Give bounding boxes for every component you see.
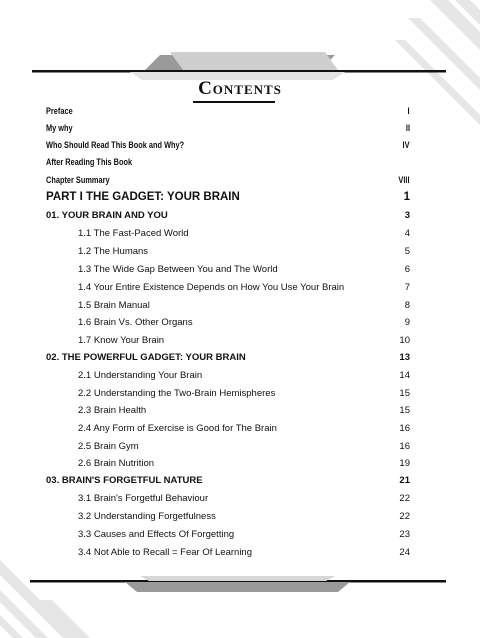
toc-chapter-label: 01. YOUR BRAIN AND YOU bbox=[46, 210, 168, 221]
toc-entry-page: II bbox=[405, 123, 410, 133]
toc-section-page: 14 bbox=[399, 370, 410, 381]
toc-entry-page: VIII bbox=[398, 175, 410, 185]
toc-section-page: 19 bbox=[399, 458, 410, 469]
toc-chapter-page: 21 bbox=[399, 475, 410, 486]
toc-entry-label: After Reading This Book bbox=[46, 157, 133, 167]
toc-section-label: 2.3 Brain Health bbox=[78, 405, 147, 416]
toc-section-label: 3.4 Not Able to Recall = Fear Of Learning bbox=[78, 547, 253, 558]
toc-section[interactable] bbox=[0, 493, 480, 511]
toc-section-page: 23 bbox=[399, 529, 410, 540]
toc-section-page: 4 bbox=[404, 228, 410, 239]
toc-section-page: 6 bbox=[404, 264, 410, 275]
toc-section[interactable] bbox=[0, 264, 480, 282]
toc-section[interactable] bbox=[0, 300, 480, 318]
toc-part-heading[interactable] bbox=[0, 191, 480, 209]
toc-section-page: 8 bbox=[404, 300, 410, 311]
toc-section-page: 22 bbox=[399, 493, 410, 504]
toc-section-label: 1.5 Brain Manual bbox=[78, 300, 150, 311]
toc-section[interactable] bbox=[0, 370, 480, 388]
toc-section-label: 2.1 Understanding Your Brain bbox=[78, 370, 203, 381]
toc-section-page: 16 bbox=[399, 441, 410, 452]
toc-section-page: 15 bbox=[399, 405, 410, 416]
toc-entry-my-why[interactable] bbox=[0, 123, 480, 141]
toc-section[interactable] bbox=[0, 458, 480, 476]
toc-section[interactable] bbox=[0, 388, 480, 406]
toc-section-page: 10 bbox=[399, 335, 410, 346]
toc-section-label: 1.2 The Humans bbox=[78, 246, 149, 257]
toc-entry-after-reading[interactable] bbox=[0, 157, 480, 175]
toc-section[interactable] bbox=[0, 335, 480, 353]
toc-section-label: 3.3 Causes and Effects Of Forgetting bbox=[78, 529, 235, 540]
toc-section[interactable] bbox=[0, 423, 480, 441]
toc-section-label: 3.2 Understanding Forgetfulness bbox=[78, 511, 216, 522]
toc-section-label: 1.6 Brain Vs. Other Organs bbox=[78, 317, 193, 328]
page-title: Contents bbox=[198, 78, 282, 99]
toc-section[interactable] bbox=[0, 405, 480, 423]
toc-section-label: 1.1 The Fast-Paced World bbox=[78, 228, 189, 239]
toc-chapter-label: 02. THE POWERFUL GADGET: YOUR BRAIN bbox=[46, 352, 246, 363]
toc-section-page: 7 bbox=[404, 282, 410, 293]
toc-entry-who-should-read[interactable] bbox=[0, 140, 480, 158]
toc-section-page: 24 bbox=[399, 547, 410, 558]
toc-chapter-page: 3 bbox=[404, 210, 410, 221]
toc-chapter-03[interactable] bbox=[0, 475, 480, 493]
toc-entry-page: IV bbox=[403, 140, 410, 150]
toc-section-label: 1.7 Know Your Brain bbox=[78, 335, 165, 346]
toc-section-page: 22 bbox=[399, 511, 410, 522]
toc-entry-preface[interactable] bbox=[0, 106, 480, 124]
toc-section[interactable] bbox=[0, 547, 480, 565]
toc-chapter-page: 13 bbox=[399, 352, 410, 363]
toc-section-label: 1.4 Your Entire Existence Depends on How You Use Your Brain bbox=[78, 282, 345, 293]
toc-section[interactable] bbox=[0, 441, 480, 459]
toc-section-page: 9 bbox=[404, 317, 410, 328]
toc-entry-label: Chapter Summary bbox=[46, 175, 110, 185]
toc-section[interactable] bbox=[0, 529, 480, 547]
toc-chapter-02[interactable] bbox=[0, 352, 480, 370]
toc-section-label: 2.5 Brain Gym bbox=[78, 441, 139, 452]
toc-section[interactable] bbox=[0, 228, 480, 246]
toc-section-label: 2.4 Any Form of Exercise is Good for The Brain bbox=[78, 423, 277, 434]
toc-section-label: 2.6 Brain Nutrition bbox=[78, 458, 155, 469]
toc-entry-page: I bbox=[407, 106, 410, 116]
toc-section[interactable] bbox=[0, 317, 480, 335]
toc-entry-label: Who Should Read This Book and Why? bbox=[46, 140, 185, 150]
toc-section[interactable] bbox=[0, 282, 480, 300]
toc-entry-label: Preface bbox=[46, 106, 73, 116]
toc-section-page: 15 bbox=[399, 388, 410, 399]
toc-section-label: 3.1 Brain's Forgetful Behaviour bbox=[78, 493, 209, 504]
toc-entry-label: My why bbox=[46, 123, 73, 133]
toc-section-page: 16 bbox=[399, 423, 410, 434]
toc-part-label: PART I THE GADGET: YOUR BRAIN bbox=[46, 191, 240, 203]
toc-section-page: 5 bbox=[404, 246, 410, 257]
toc-chapter-label: 03. BRAIN'S FORGETFUL NATURE bbox=[46, 475, 203, 486]
toc-section-label: 1.3 The Wide Gap Between You and The World bbox=[78, 264, 278, 275]
toc-section-label: 2.2 Understanding the Two-Brain Hemispheres bbox=[78, 388, 276, 399]
toc-section[interactable] bbox=[0, 246, 480, 264]
toc-chapter-01[interactable] bbox=[0, 210, 480, 228]
toc-section[interactable] bbox=[0, 511, 480, 529]
toc-part-page: 1 bbox=[403, 191, 410, 203]
